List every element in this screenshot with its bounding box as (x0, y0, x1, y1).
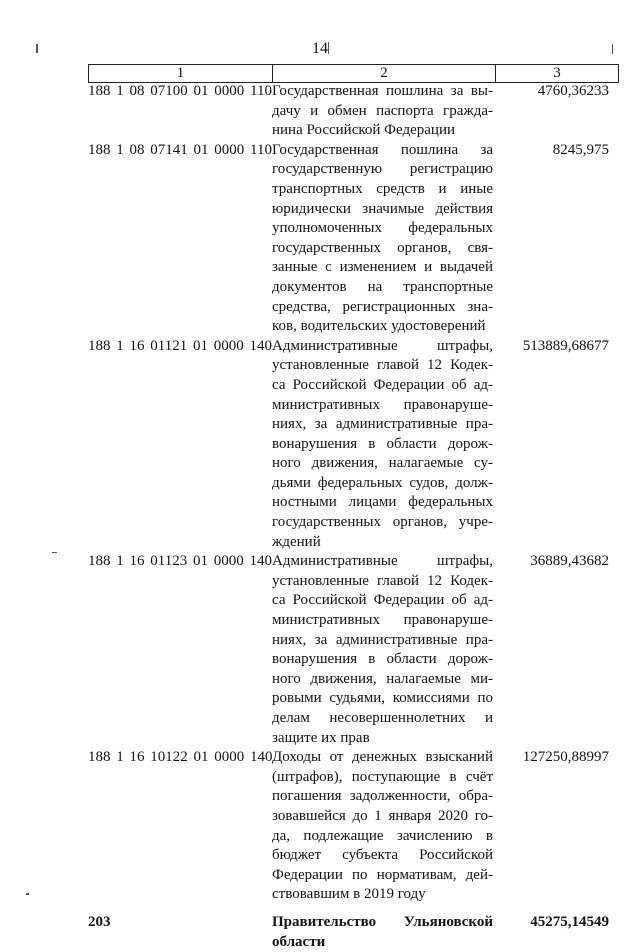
table-row (88, 748, 619, 905)
amount-value: 36889,43682 (530, 553, 609, 570)
budget-code: 188 1 16 01121 01 0000 140 (88, 337, 272, 354)
amount-value: 4760,36233 (537, 83, 609, 99)
revenue-name-line: государственных органов, учре- (272, 514, 493, 531)
revenue-name-line: Государственная пошлина за вы- (272, 83, 493, 99)
revenue-name-line: Федерации по нормативам, дей- (272, 866, 493, 883)
revenue-name-line: зовавшейся до 1 января 2020 го- (272, 807, 493, 824)
page-number: 14 (312, 40, 328, 57)
header-cell-1: 1 (89, 65, 273, 82)
revenue-name-line: защите их прав (272, 729, 370, 746)
revenue-name-line: дьями федеральных судов, долж- (272, 474, 493, 491)
amount-value: 127250,88997 (522, 749, 609, 766)
header-cell-2: 2 (273, 65, 496, 82)
table-row (88, 82, 619, 141)
revenue-name-line: дачу и обмен паспорта гражда- (272, 102, 493, 119)
budget-code: 188 1 16 10122 01 0000 140 (88, 749, 273, 766)
revenue-name-line: ниях, за административные пра- (272, 631, 493, 648)
table-row (88, 141, 619, 337)
revenue-name-line: уполномоченных федеральных (272, 220, 493, 237)
revenue-name-line: ровыми судьями, комиссиями по (272, 690, 493, 707)
revenue-name-line: да, подлежащие зачислению в (272, 827, 493, 844)
amount-value: 8245,975 (552, 141, 609, 158)
revenue-name-line: министративных правонаруше- (272, 396, 493, 413)
revenue-name-line: ков, водительских удостоверений (272, 318, 486, 335)
revenue-name-line: Административные штрафы, (272, 553, 493, 570)
revenue-name-line: са Российской Федерации об ад- (272, 592, 493, 609)
revenue-name-line: ниях, за административные пра- (272, 416, 493, 433)
revenue-name-line: транспортных средств и иные (272, 180, 493, 197)
amount-value: 513889,68677 (522, 337, 609, 354)
revenue-name-line: вонарушения в области дорож- (272, 435, 493, 452)
table-row (88, 913, 619, 952)
budget-code: 188 1 08 07100 01 0000 110 (88, 83, 272, 99)
table-row (88, 337, 619, 553)
revenue-name-line: установленные главой 12 Кодек- (272, 572, 493, 589)
revenue-name-line: средства, регистрационных зна- (272, 298, 493, 315)
revenue-name-line: Правительство Ульяновской (272, 913, 493, 930)
revenue-name (272, 913, 495, 952)
revenue-name-line: занные с изменением и выдачей (272, 259, 493, 276)
revenue-name-line: погашения задолженности, обра- (272, 788, 493, 805)
revenue-name-line: Доходы от денежных взысканий (272, 749, 493, 766)
revenue-name-line: нина Российской Федерации (272, 122, 456, 139)
revenue-name (272, 552, 495, 748)
revenue-name-line: государственных органов, свя- (272, 239, 493, 256)
revenue-name (272, 337, 495, 553)
revenue-name-line: установленные главой 12 Кодек- (272, 357, 493, 374)
scan-mark (26, 893, 29, 895)
revenue-name-line: ствовавшим в 2019 году (272, 886, 426, 903)
revenue-name-line: ного движения, налагаемые су- (272, 455, 493, 472)
header-cell-3: 3 (553, 65, 561, 81)
budget-code: 188 1 08 07141 01 0000 110 (88, 141, 272, 158)
table-row (88, 552, 619, 748)
table-body (88, 82, 619, 952)
revenue-name-line: ного движения, налагаемые ми- (272, 670, 493, 687)
budget-code: 203 (88, 913, 111, 930)
table-header (88, 64, 619, 83)
revenue-name-line: Государственная пошлина за (272, 141, 493, 158)
scan-mark (52, 552, 57, 553)
amount-value: 45275,14549 (530, 913, 609, 930)
revenue-name-line: юридически значимые действия (272, 200, 493, 217)
revenue-name-line: ностными лицами федеральных (272, 494, 493, 511)
revenue-name-line: делам несовершеннолетних и (272, 710, 493, 726)
revenue-name-line: (штрафов), поступающие в счёт (272, 768, 493, 785)
revenue-name-line: вонарушения в области дорож- (272, 651, 493, 668)
revenue-name (272, 748, 495, 905)
revenue-name (272, 82, 495, 141)
revenue-name-line: министративных правонаруше- (272, 612, 493, 629)
revenue-name-line: государственную регистрацию (272, 161, 493, 178)
revenue-name-line: ждений (272, 533, 321, 550)
revenue-name-line: документов на транспортные (272, 278, 493, 295)
budget-code: 188 1 16 01123 01 0000 140 (88, 553, 272, 570)
revenue-name-line: бюджет субъекта Российской (272, 847, 493, 864)
revenue-name (272, 141, 495, 337)
revenue-name-line: области (272, 933, 326, 950)
revenue-name-line: Административные штрафы, (272, 337, 493, 354)
revenue-name-line: са Российской Федерации об ад- (272, 376, 493, 393)
